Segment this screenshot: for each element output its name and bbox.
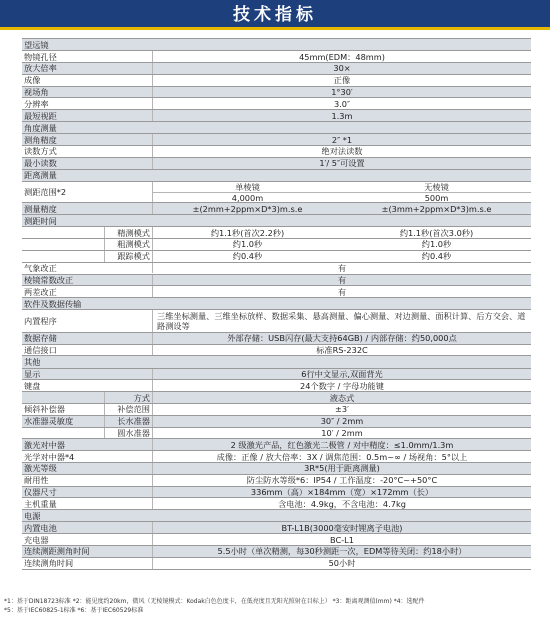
- table-bottom-rule: [22, 569, 531, 570]
- spec-label: 内置程序: [24, 316, 57, 327]
- spec-label: 棱镜常数改正: [24, 274, 74, 285]
- spec-label: 气象改正: [24, 263, 57, 274]
- section-header: [22, 169, 531, 181]
- spec-value: 336mm（高）×184mm（宽）×172mm（长）: [152, 487, 531, 498]
- spec-value: 45mm(EDM：48mm): [152, 51, 531, 62]
- range-values: [152, 192, 531, 202]
- spec-value: 成像：正像 / 放大倍率：3X / 调焦范围：0.5m~∞ / 场视角：5°以上: [152, 451, 531, 462]
- column-no-prism: 无棱镜: [424, 181, 449, 192]
- spec-row: [22, 50, 531, 62]
- spec-label: 键盘: [24, 380, 41, 391]
- section-label: 软件及数据传输: [24, 298, 82, 309]
- spec-row: [22, 332, 531, 344]
- spec-label: 内置电池: [24, 522, 57, 533]
- header-accent-line: [0, 27, 550, 30]
- spec-value: BC-L1: [152, 534, 531, 545]
- spec-label: 激光对中器: [24, 439, 65, 450]
- spec-value: 3R*5(用于距离测量): [152, 463, 531, 474]
- mode-value-no-prism: 约1.0秒: [421, 239, 452, 250]
- spec-value: 绝对法读数: [152, 146, 531, 157]
- range-value-single-prism: 4,000m: [152, 193, 342, 202]
- column-single-prism: 单棱镜: [152, 182, 342, 192]
- spec-table: [22, 38, 531, 593]
- spec-label: 倾斜补偿器: [24, 404, 65, 415]
- section-label: 测距时间: [24, 215, 57, 226]
- spec-value-no-prism: ±(3mm+2ppm×D*3)m.s.e: [381, 203, 492, 214]
- spec-label: 两差改正: [24, 286, 57, 297]
- spec-value: 防尘防水等级*6：IP54 / 工作温度：-20°C~+50°C: [152, 475, 531, 486]
- spec-row: [22, 285, 531, 297]
- footnotes: [4, 597, 550, 615]
- sub-label: 补偿范围: [104, 404, 152, 415]
- spec-value: 5.5小时（单次精测，每30秒测距一次，EDM等待关闭：约18小时）: [152, 546, 531, 557]
- spec-label: [24, 392, 104, 403]
- spec-label: 成像: [24, 75, 41, 86]
- section-header: [22, 121, 531, 133]
- spec-value: 6行中文显示,双面背光: [152, 369, 531, 380]
- mode-label: 粗测模式: [104, 239, 152, 250]
- spec-label: 主机重量: [24, 498, 57, 509]
- spec-row-program: [22, 309, 531, 332]
- spec-label: 分辨率: [24, 98, 49, 109]
- spec-value: 液态式: [152, 392, 531, 403]
- spec-label: 充电器: [24, 534, 49, 545]
- spec-value: 正像: [152, 75, 531, 86]
- spec-row: [22, 450, 531, 462]
- spec-row: [22, 133, 531, 145]
- spec-value: 有: [152, 275, 531, 286]
- range-value-no-prism: 500m: [424, 193, 449, 203]
- spec-value: 1′/ 5″可设置: [152, 158, 531, 169]
- mode-label: 跟踪模式: [104, 251, 152, 262]
- spec-label: 数据存储: [24, 333, 57, 344]
- spec-row: [22, 74, 531, 86]
- spec-row: [22, 109, 531, 121]
- spec-value: 有: [152, 263, 531, 274]
- section-header: [22, 297, 531, 309]
- spec-value-single-prism: ±(2mm+2ppm×D*3)m.s.e: [152, 203, 342, 214]
- sub-label: 圆水准器: [104, 428, 152, 439]
- spec-label: 读数方式: [24, 146, 57, 157]
- spec-row: [22, 262, 531, 274]
- spec-label: 激光等级: [24, 463, 57, 474]
- spec-row: [22, 533, 531, 545]
- measure-mode-row: [22, 226, 531, 238]
- spec-value: 10′ / 2mm: [152, 428, 531, 439]
- spec-label: [24, 428, 104, 439]
- spec-label: 光学对中器*4: [24, 451, 75, 462]
- page-title: 技术指标: [233, 5, 317, 25]
- mode-value-single-prism: 约1.0秒: [152, 239, 342, 250]
- mode-value-single-prism: 约1.1秒(首次2.2秒): [152, 227, 342, 238]
- spec-row-sub: [22, 403, 531, 415]
- spec-label: 视场角: [24, 86, 49, 97]
- spec-row-sub: [22, 391, 531, 403]
- spec-value: BT-L1B(3000毫安时锂离子电池): [152, 522, 531, 533]
- spec-row: [22, 557, 531, 569]
- spec-label: 测角精度: [24, 134, 57, 145]
- spec-value: 含电池：4.9kg，不含电池：4.7kg: [152, 498, 531, 509]
- spec-label: 连续测角时间: [24, 558, 74, 569]
- spec-label: 最小读数: [24, 158, 57, 169]
- footnote-line: *1：基于DIN18723标准 *2：能见度约20km，微风（无棱镜模式：Kodak白色色度卡，在低亮度且无阳光照射在目标上） *3：距离观测值(mm) *4：选配件: [4, 598, 425, 605]
- spec-value: 30×: [152, 63, 531, 74]
- section-header: [22, 355, 531, 367]
- section-label: 距离测量: [24, 170, 57, 181]
- spec-value: 1.3m: [152, 110, 531, 121]
- spec-row-sub: [22, 427, 531, 439]
- spec-row: [22, 462, 531, 474]
- spec-label: 仪器尺寸: [24, 486, 57, 497]
- spec-row: [22, 202, 531, 214]
- mode-value-no-prism: 约0.4秒: [421, 251, 452, 262]
- spec-row: [22, 344, 531, 356]
- range-header: [152, 182, 531, 192]
- spec-row: [22, 62, 531, 74]
- spec-value: 50小时: [152, 558, 531, 569]
- measure-mode-row: [22, 250, 531, 262]
- spec-row: [22, 97, 531, 109]
- spec-label: 连续测距测角时间: [24, 546, 90, 557]
- spec-row: [22, 486, 531, 498]
- spec-row: [22, 545, 531, 557]
- mode-value-single-prism: 约0.4秒: [152, 251, 342, 262]
- footnote-line: *5：基于IEC60825-1标准 *6：基于IEC60529标准: [4, 607, 144, 614]
- spec-value: 标准RS-232C: [152, 345, 531, 356]
- spec-row: [22, 86, 531, 98]
- spec-label: 最短视距: [24, 110, 57, 121]
- spec-row: [22, 474, 531, 486]
- section-header: [22, 38, 531, 50]
- measure-mode-row: [22, 238, 531, 250]
- mode-value-no-prism: 约1.1秒(首次3.0秒): [399, 227, 474, 238]
- spec-row: [22, 145, 531, 157]
- spec-row: [22, 368, 531, 380]
- spec-label: 显示: [24, 368, 41, 379]
- sub-label: 方式: [104, 392, 152, 403]
- section-header: [22, 214, 531, 226]
- spec-value: 24个数字 / 字母功能键: [152, 380, 531, 391]
- section-label: 其他: [24, 356, 41, 367]
- spec-value: 有: [152, 286, 531, 297]
- spec-row: [22, 438, 531, 450]
- section-label: 望远镜: [24, 39, 49, 50]
- mode-label: 精测模式: [104, 227, 152, 238]
- spec-row: [22, 379, 531, 391]
- spec-row: [22, 157, 531, 169]
- spec-value: 2 级激光产品，红色激光二极管 / 对中精度：≤1.0mm/1.3m: [152, 439, 531, 450]
- spec-row: [22, 521, 531, 533]
- spec-value: 1°30′: [152, 87, 531, 98]
- spec-label: 通信接口: [24, 344, 57, 355]
- spec-value: 三维坐标测量、三维坐标放样、数据采集、悬高测量、偏心测量、对边测量、面积计算、后方交会、道路测设等: [152, 310, 531, 332]
- spec-label: 耐用性: [24, 475, 49, 486]
- page-header: [0, 0, 550, 30]
- spec-row-range: [22, 181, 531, 203]
- sub-label: 长水准器: [104, 416, 152, 427]
- section-header: [22, 509, 531, 521]
- spec-value: 2″ *1: [152, 134, 531, 145]
- spec-label: 测量精度: [24, 203, 57, 214]
- section-label: 电源: [24, 510, 41, 521]
- spec-value: ±3′: [152, 404, 531, 415]
- spec-label: 水准器灵敏度: [24, 416, 74, 427]
- spec-row: [22, 497, 531, 509]
- spec-row: [22, 274, 531, 286]
- spec-value: 3.0″: [152, 98, 531, 109]
- spec-label: 物镜孔径: [24, 51, 57, 62]
- spec-value: 外部存储：USB闪存(最大支持64GB) / 内部存储：约50,000点: [152, 333, 531, 344]
- spec-value: 30″ / 2mm: [152, 416, 531, 427]
- spec-row-sub: [22, 415, 531, 427]
- section-label: 角度测量: [24, 122, 57, 133]
- spec-label: 放大倍率: [24, 63, 57, 74]
- spec-label: 测距范围*2: [24, 187, 67, 198]
